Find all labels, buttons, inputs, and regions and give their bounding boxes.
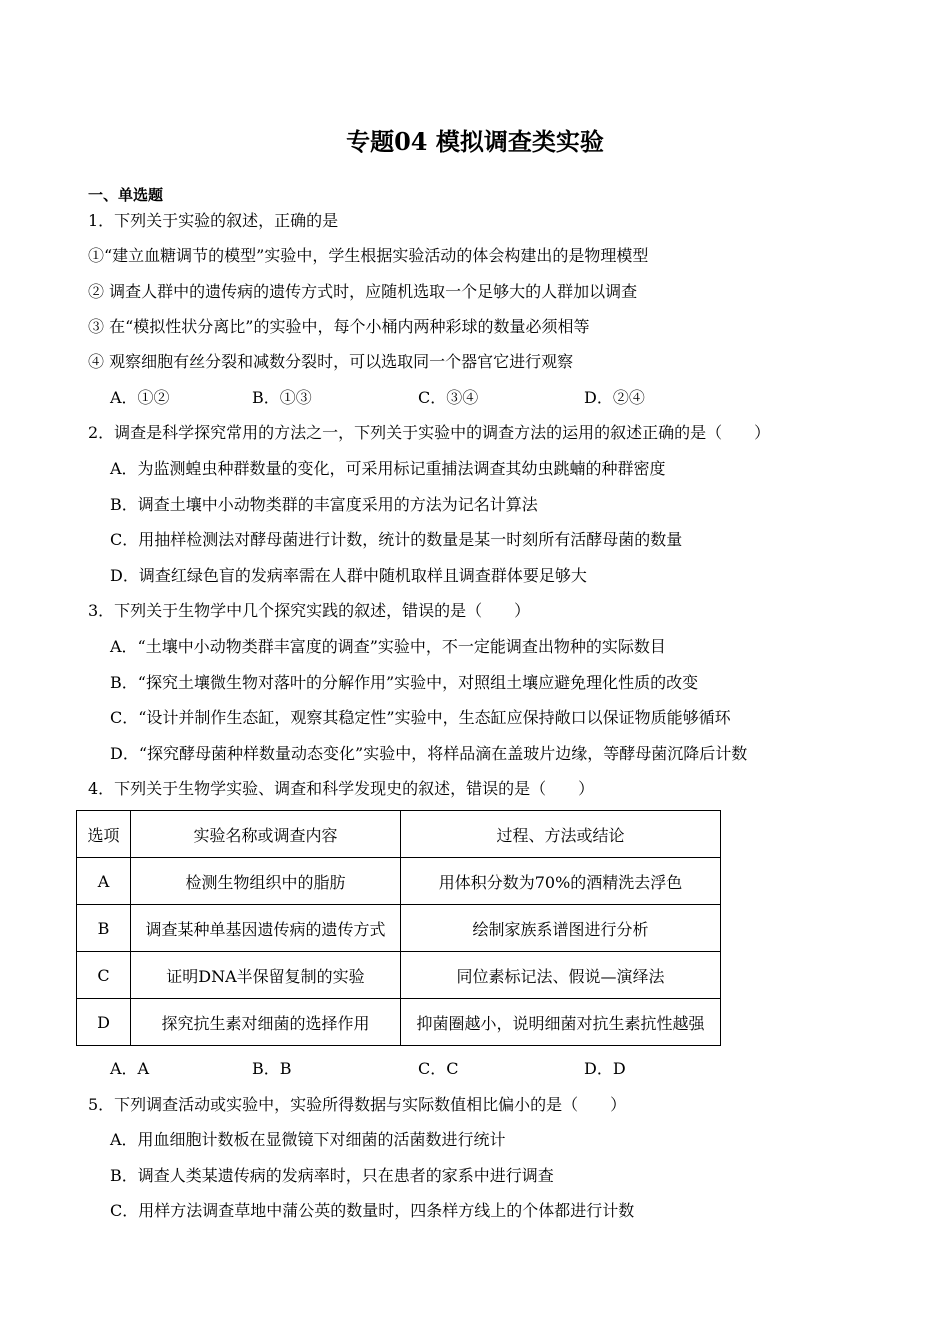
question-1-statement-4: ④ 观察细胞有丝分裂和减数分裂时，可以选取同一个器官它进行观察 — [88, 352, 574, 371]
question-5-option-c: C．用样方法调查草地中蒲公英的数量时，四条样方线上的个体都进行计数 — [110, 1201, 635, 1220]
question-2-stem: 2．调查是科学探究常用的方法之一，下列关于实验中的调查方法的运用的叙述正确的是（ ） — [88, 423, 771, 442]
question-2-option-c: C．用抽样检测法对酵母菌进行计数，统计的数量是某一时刻所有活酵母菌的数量 — [110, 530, 683, 549]
question-2-option-d: D．调查红绿色盲的发病率需在人群中随机取样且调查群体要足够大 — [110, 566, 587, 585]
question-1-statement-1: ①“建立血糖调节的模型”实验中，学生根据实验活动的体会构建出的是物理模型 — [88, 246, 649, 265]
question-1-statement-3: ③ 在“模拟性状分离比”的实验中，每个小桶内两种彩球的数量必须相等 — [88, 317, 590, 336]
question-4-option-d: D．D — [584, 1059, 626, 1078]
table-cell: 调查某种单基因遗传病的遗传方式 — [131, 905, 401, 952]
table-header-cell: 选项 — [77, 811, 131, 858]
table-cell: 抑菌圈越小，说明细菌对抗生素抗性越强 — [401, 999, 721, 1046]
question-5-option-b: B．调查人类某遗传病的发病率时，只在患者的家系中进行调查 — [110, 1166, 554, 1185]
table-row — [77, 952, 721, 999]
table-cell: 探究抗生素对细菌的选择作用 — [131, 999, 401, 1046]
table-cell: C — [77, 952, 131, 999]
question-4-table — [76, 810, 721, 1046]
table-cell: 同位素标记法、假说—演绎法 — [401, 952, 721, 999]
question-5-stem: 5．下列调查活动或实验中，实验所得数据与实际数值相比偏小的是（ ） — [88, 1095, 627, 1114]
question-4-stem: 4．下列关于生物学实验、调查和科学发现史的叙述，错误的是（ ） — [88, 779, 595, 798]
table-cell: 检测生物组织中的脂肪 — [131, 858, 401, 905]
question-1-option-d: D．②④ — [584, 388, 645, 407]
question-3-option-b: B．“探究土壤微生物对落叶的分解作用”实验中，对照组土壤应避免理化性质的改变 — [110, 673, 699, 692]
table-cell: B — [77, 905, 131, 952]
question-1-statement-2: ② 调查人群中的遗传病的遗传方式时，应随机选取一个足够大的人群加以调查 — [88, 282, 638, 301]
table-row — [77, 905, 721, 952]
table-header-row — [77, 811, 721, 858]
question-3-option-c: C．“设计并制作生态缸，观察其稳定性”实验中，生态缸应保持敞口以保证物质能够循环 — [110, 708, 731, 727]
question-1-option-a: A．①② — [110, 388, 170, 407]
question-3-stem: 3．下列关于生物学中几个探究实践的叙述，错误的是（ ） — [88, 601, 531, 620]
question-4-option-a: A．A — [110, 1059, 150, 1078]
table-cell: D — [77, 999, 131, 1046]
table-cell: A — [77, 858, 131, 905]
section-heading: 一、单选题 — [88, 186, 164, 204]
question-5-option-a: A．用血细胞计数板在显微镜下对细菌的活菌数进行统计 — [110, 1130, 506, 1149]
table-header-cell: 实验名称或调查内容 — [131, 811, 401, 858]
table-row — [77, 999, 721, 1046]
question-3-option-d: D．“探究酵母菌种样数量动态变化”实验中，将样品滴在盖玻片边缘，等酵母菌沉降后计数 — [110, 744, 748, 763]
question-2-option-a: A．为监测蝗虫种群数量的变化，可采用标记重捕法调查其幼虫跳蝻的种群密度 — [110, 459, 666, 478]
document-title: 专题04 模拟调查类实验 — [346, 127, 604, 156]
question-1-stem: 1．下列关于实验的叙述，正确的是 — [88, 211, 339, 230]
question-3-option-a: A．“土壤中小动物类群丰富度的调查”实验中，不一定能调查出物种的实际数目 — [110, 637, 666, 656]
table-cell: 绘制家族系谱图进行分析 — [401, 905, 721, 952]
question-1-option-c: C．③④ — [418, 388, 479, 407]
question-4-option-c: C．C — [418, 1059, 459, 1078]
table-header-cell: 过程、方法或结论 — [401, 811, 721, 858]
question-2-option-b: B．调查土壤中小动物类群的丰富度采用的方法为记名计算法 — [110, 495, 538, 514]
table-cell: 用体积分数为70%的酒精洗去浮色 — [401, 858, 721, 905]
question-1-option-b: B．①③ — [252, 388, 312, 407]
table-cell: 证明DNA半保留复制的实验 — [131, 952, 401, 999]
question-4-option-b: B．B — [252, 1059, 292, 1078]
table-row — [77, 858, 721, 905]
